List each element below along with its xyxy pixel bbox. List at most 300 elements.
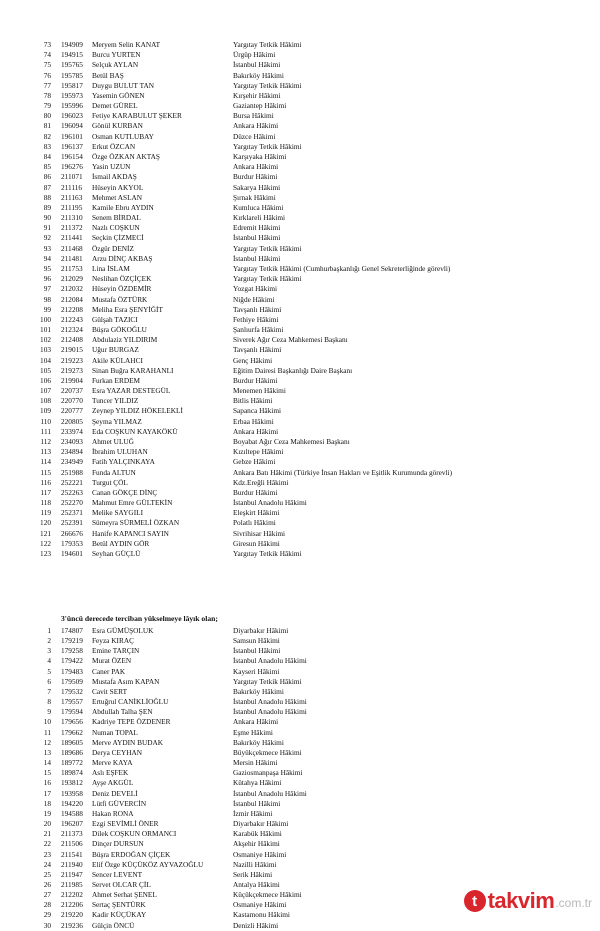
person-name: Gönül KURBAN [92, 121, 143, 131]
takvim-logo-text: takvim [487, 888, 555, 913]
person-name: Zeynep YILDIZ HÖKELEKLİ [92, 406, 183, 416]
person-name: Burcu YURTEN [92, 50, 141, 60]
registry-number: 219273 [61, 365, 83, 375]
person-name: Tuncer YILDIZ [92, 396, 139, 406]
row-number: 97 [43, 284, 51, 294]
assignment-place: Yargıtay Tetkik Hâkimi [233, 40, 302, 49]
row-number: 9 [47, 707, 51, 717]
list-row [0, 172, 600, 182]
list-row [0, 396, 600, 406]
list-row [0, 101, 600, 111]
row-number: 18 [43, 798, 51, 808]
row-number: 87 [43, 182, 51, 192]
list-row [0, 223, 600, 233]
row-number: 99 [43, 304, 51, 314]
person-name: Abdulaziz YILDIRIM [92, 335, 158, 345]
registry-number: 252391 [61, 518, 83, 528]
registry-number: 219220 [61, 910, 83, 920]
assignment-place: Büyükçekmece Hâkimi [233, 747, 302, 757]
registry-number: 194588 [61, 808, 83, 818]
person-name: Osman KUTLUBAY [92, 131, 154, 141]
row-number: 14 [43, 758, 51, 768]
row-number: 88 [43, 192, 51, 202]
registry-number: 179258 [61, 646, 83, 656]
person-name: Büşra ERDOĞAN ÇİÇEK [92, 849, 171, 859]
person-name: Derya CEYHAN [92, 747, 143, 757]
assignment-place: Bakırköy Hâkimi [233, 737, 284, 747]
registry-number: 212084 [61, 294, 83, 304]
person-name: Kadriye TEPE ÖZDENER [92, 717, 171, 727]
registry-number: 196276 [61, 162, 83, 172]
person-name: Elif Özge KÜÇÜKÖZ AYVAZOĞLU [92, 859, 204, 869]
row-number: 8 [47, 697, 51, 707]
assignment-place: Genç Hâkimi [233, 355, 273, 365]
assignment-place: Kastamonu Hâkimi [233, 910, 290, 920]
registry-number: 211940 [61, 859, 83, 869]
person-name: İbrahim ULUHAN [92, 447, 148, 457]
person-name: Neslihan ÖZÇİÇEK [92, 274, 152, 284]
assignment-place: Yargıtay Tetkik Hâkimi [233, 549, 302, 558]
row-number: 28 [43, 900, 51, 910]
list-row [0, 717, 600, 727]
assignment-place: Tavşanlı Hâkimi [233, 304, 282, 314]
registry-number: 174807 [61, 626, 83, 635]
list-row [0, 870, 600, 880]
assignment-place: Sapanca Hâkimi [233, 406, 282, 416]
registry-number: 179656 [61, 717, 83, 727]
row-number: 104 [40, 355, 51, 365]
registry-number: 179532 [61, 686, 83, 696]
registry-number: 252221 [61, 477, 83, 487]
list-row [0, 860, 600, 870]
registry-number: 196137 [61, 141, 83, 151]
list-row [0, 457, 600, 467]
row-number: 24 [43, 859, 51, 869]
row-number: 107 [40, 386, 51, 396]
registry-number: 212032 [61, 284, 83, 294]
assignment-place: Burdur Hâkimi [233, 172, 278, 182]
takvim-logo-icon: t [464, 890, 486, 912]
row-number: 12 [43, 737, 51, 747]
list-row [0, 488, 600, 498]
registry-number: 179483 [61, 666, 83, 676]
assignment-place: Ankara Hâkimi [233, 121, 279, 131]
list-row [0, 40, 600, 50]
registry-number: 195817 [61, 80, 83, 90]
registry-number: 220737 [61, 386, 83, 396]
assignment-place: Kızıltepe Hâkimi [233, 447, 284, 457]
assignment-place: Eleşkirt Hâkimi [233, 508, 280, 518]
list-row [0, 376, 600, 386]
list-row [0, 677, 600, 687]
row-number: 83 [43, 141, 51, 151]
list-row [0, 417, 600, 427]
registry-number: 179353 [61, 538, 83, 548]
person-name: Lütfi GÜVERCİN [92, 798, 147, 808]
person-name: Emine TARÇIN [92, 646, 140, 656]
assignment-place: Erbaa Hâkimi [233, 416, 274, 426]
assignment-place: Osmaniye Hâkimi [233, 900, 287, 910]
person-name: Özgür DENİZ [92, 243, 134, 253]
person-name: Esra GÜMÜŞOLUK [92, 626, 154, 635]
row-number: 116 [40, 477, 51, 487]
list-row [0, 667, 600, 677]
registry-number: 195996 [61, 101, 83, 111]
list-row [0, 162, 600, 172]
row-number: 80 [43, 111, 51, 121]
registry-number: 211071 [61, 172, 83, 182]
assignment-place: Nazilli Hâkimi [233, 859, 277, 869]
list-row [0, 71, 600, 81]
person-name: Ahmet Serhat ŞENEL [92, 890, 157, 900]
registry-number: 220805 [61, 416, 83, 426]
assignment-place: Boyabat Ağır Ceza Mahkemesi Başkanı [233, 437, 350, 447]
person-name: Betül AYDIN GÖR [92, 538, 150, 548]
row-number: 81 [43, 121, 51, 131]
list-row [0, 447, 600, 457]
assignment-place: Sivrihisar Hâkimi [233, 528, 286, 538]
registry-number: 189605 [61, 737, 83, 747]
row-number: 1 [47, 626, 51, 635]
list-row [0, 193, 600, 203]
row-number: 10 [43, 717, 51, 727]
registry-number: 196101 [61, 131, 83, 141]
list-row [0, 789, 600, 799]
registry-number: 195765 [61, 60, 83, 70]
list-row [0, 254, 600, 264]
list-row [0, 305, 600, 315]
person-name: Mustafa Asım KAPAN [92, 676, 160, 686]
person-name: Turgut ÇÖL [92, 477, 128, 487]
row-number: 92 [43, 233, 51, 243]
assignment-place: Polatlı Hâkimi [233, 518, 276, 528]
list-row [0, 850, 600, 860]
person-name: Meliha Esra ŞENYİĞİT [92, 304, 163, 314]
person-name: Mustafa ÖZTÜRK [92, 294, 148, 304]
assignment-place: Yargıtay Tetkik Hâkimi [233, 274, 302, 284]
registry-number: 219223 [61, 355, 83, 365]
row-number: 94 [43, 253, 51, 263]
list-row [0, 921, 600, 931]
person-name: Demet GÜREL [92, 101, 138, 111]
takvim-logo-suffix: .com.tr [555, 896, 592, 910]
row-number: 2 [47, 636, 51, 646]
person-name: Akile KÜLAHCI [92, 355, 143, 365]
person-name: Gülçin ÖNCÜ [92, 920, 135, 930]
registry-number: 234894 [61, 447, 83, 457]
list-row [0, 748, 600, 758]
registry-number: 211985 [61, 880, 83, 889]
assignment-place: İstanbul Hâkimi [233, 798, 281, 808]
list-row [0, 829, 600, 839]
list-row [0, 518, 600, 528]
registry-number: 211541 [61, 849, 83, 859]
registry-number: 194909 [61, 40, 83, 49]
person-name: Sencer LEVENT [92, 869, 143, 879]
person-name: Lina İSLAM [92, 263, 130, 273]
list-row [0, 427, 600, 437]
person-name: Özge ÖZKAN AKTAŞ [92, 151, 160, 161]
row-number: 117 [40, 487, 51, 497]
row-number: 21 [43, 829, 51, 839]
person-name: Deniz DEVELİ [92, 788, 138, 798]
list-row [0, 539, 600, 549]
person-name: Nazlı COŞKUN [92, 223, 140, 233]
row-number: 96 [43, 274, 51, 284]
list-row [0, 345, 600, 355]
person-name: Mahmut Emre GÜLTEKİN [92, 498, 173, 508]
assignment-place: İstanbul Anadolu Hâkimi [233, 707, 307, 717]
takvim-watermark [464, 888, 592, 914]
list-row [0, 508, 600, 518]
registry-number: 195973 [61, 90, 83, 100]
person-name: Seçkin ÇİZMECİ [92, 233, 144, 243]
person-name: Furkan ERDEM [92, 375, 141, 385]
registry-number: 193958 [61, 788, 83, 798]
assignment-place: Siverek Ağır Ceza Mahkemesi Başkanı [233, 335, 348, 345]
person-name: Murat ÖZEN [92, 656, 132, 666]
row-number: 91 [43, 223, 51, 233]
registry-number: 211373 [61, 829, 83, 839]
row-number: 103 [40, 345, 51, 355]
list-row [0, 656, 600, 666]
registry-number: 252263 [61, 487, 83, 497]
assignment-place: Ankara Hâkimi [233, 717, 279, 727]
row-number: 23 [43, 849, 51, 859]
registry-number: 179422 [61, 656, 83, 666]
person-name: Meryem Selin KANAT [92, 40, 161, 49]
row-number: 89 [43, 202, 51, 212]
registry-number: 220770 [61, 396, 83, 406]
list-row [0, 315, 600, 325]
list-row [0, 213, 600, 223]
assignment-place: Ankara Hâkimi [233, 426, 279, 436]
assignment-place: Şırnak Hâkimi [233, 192, 276, 202]
registry-number: 212324 [61, 325, 83, 335]
row-number: 115 [40, 467, 51, 477]
row-number: 112 [40, 437, 51, 447]
assignment-place: İstanbul Anadolu Hâkimi [233, 498, 307, 508]
assignment-place: Kütahya Hâkimi [233, 778, 282, 788]
assignment-place: Denizli Hâkimi [233, 920, 279, 930]
row-number: 111 [40, 426, 51, 436]
registry-number: 189686 [61, 747, 83, 757]
assignment-place: İzmir Hâkimi [233, 808, 273, 818]
assignment-place: Tavşanlı Hâkimi [233, 345, 282, 355]
person-name: Uğur BURGAZ [92, 345, 139, 355]
list-row [0, 284, 600, 294]
assignment-place: Bakırköy Hâkimi [233, 686, 284, 696]
assignment-place: Yargıtay Tetkik Hâkimi (Cumhurbaşkanlığı Genel Sekreterliğinde görevli) [233, 263, 451, 273]
person-name: Kadir KÜÇÜKAY [92, 910, 147, 920]
row-number: 15 [43, 768, 51, 778]
assignment-place: Kumluca Hâkimi [233, 202, 284, 212]
person-name: Esra YAZAR DESTEGÜL [92, 386, 171, 396]
list-row [0, 839, 600, 849]
list-row [0, 295, 600, 305]
assignment-place: İstanbul Anadolu Hâkimi [233, 656, 307, 666]
list-row [0, 697, 600, 707]
registry-number: 179219 [61, 636, 83, 646]
registry-number: 189874 [61, 768, 83, 778]
row-number: 5 [47, 666, 51, 676]
row-number: 119 [40, 508, 51, 518]
list-row [0, 799, 600, 809]
row-number: 101 [40, 325, 51, 335]
row-number: 110 [40, 416, 51, 426]
list-row [0, 728, 600, 738]
assignment-place: Yargıtay Tetkik Hâkimi [233, 141, 302, 151]
list-row [0, 264, 600, 274]
assignment-place: Bursa Hâkimi [233, 111, 274, 121]
registry-number: 233974 [61, 426, 83, 436]
row-number: 82 [43, 131, 51, 141]
registry-number: 211947 [61, 869, 83, 879]
assignment-place: Serik Hâkimi [233, 869, 273, 879]
assignment-place: Ankara Batı Hâkimi (Türkiye İnsan Hakları ve Eşitlik Kurumunda görevli) [233, 467, 453, 477]
row-number: 17 [43, 788, 51, 798]
row-number: 84 [43, 151, 51, 161]
registry-number: 211116 [61, 182, 83, 192]
registry-number: 212208 [61, 304, 83, 314]
assignment-place: Eğitim Dairesi Başkanlığı Daire Başkanı [233, 365, 353, 375]
row-number: 85 [43, 162, 51, 172]
registry-number: 179662 [61, 727, 83, 737]
row-number: 100 [40, 314, 51, 324]
person-name: Yasemin GÖNEN [92, 90, 145, 100]
list-row [0, 498, 600, 508]
row-number: 16 [43, 778, 51, 788]
registry-number: 179557 [61, 697, 83, 707]
list-row [0, 121, 600, 131]
list-row [0, 626, 600, 636]
row-number: 109 [40, 406, 51, 416]
registry-number: 212206 [61, 900, 83, 910]
list-row [0, 183, 600, 193]
assignment-place: Diyarbakır Hâkimi [233, 626, 289, 635]
assignment-place: Mersin Hâkimi [233, 758, 278, 768]
person-name: Arzu DİNÇ AKBAŞ [92, 253, 153, 263]
assignment-place: Burdur Hâkimi [233, 375, 278, 385]
assignment-place: Yargıtay Tetkik Hâkimi [233, 243, 302, 253]
registry-number: 194915 [61, 50, 83, 60]
registry-number: 196094 [61, 121, 83, 131]
list-row [0, 437, 600, 447]
assignment-place: Bitlis Hâkimi [233, 396, 273, 406]
person-name: Erkut ÖZCAN [92, 141, 136, 151]
registry-number: 212202 [61, 890, 83, 900]
list-row [0, 478, 600, 488]
list-row [0, 809, 600, 819]
assignment-place: Kırşehir Hâkimi [233, 90, 281, 100]
registry-number: 211468 [61, 243, 83, 253]
registry-number: 196207 [61, 819, 83, 829]
person-name: Hüseyin AKYOL [92, 182, 144, 192]
row-number: 105 [40, 365, 51, 375]
row-number: 118 [40, 498, 51, 508]
assignment-place: Kırklareli Hâkimi [233, 213, 286, 223]
assignment-place: Gebze Hâkimi [233, 457, 276, 467]
person-name: Feyza KIRAÇ [92, 636, 134, 646]
row-number: 122 [40, 538, 51, 548]
row-number: 86 [43, 172, 51, 182]
assignment-place: Bakırköy Hâkimi [233, 70, 284, 80]
registry-number: 211310 [61, 213, 83, 223]
registry-number: 189772 [61, 758, 83, 768]
person-name: Dinçer DURSUN [92, 839, 144, 849]
list-row [0, 325, 600, 335]
row-number: 120 [40, 518, 51, 528]
person-name: Funda ALTUN [92, 467, 136, 477]
row-number: 102 [40, 335, 51, 345]
person-name: Selçuk AYLAN [92, 60, 139, 70]
list-row [0, 233, 600, 243]
registry-number: 212029 [61, 274, 83, 284]
person-name: Ezgi SEVİMLİ ÖNER [92, 819, 159, 829]
registry-number: 179594 [61, 707, 83, 717]
row-number: 90 [43, 213, 51, 223]
assignment-place: Samsun Hâkimi [233, 636, 280, 646]
list-row [0, 758, 600, 768]
assignment-place: Karabük Hâkimi [233, 829, 282, 839]
person-name: Sertaç ŞENTÜRK [92, 900, 146, 910]
registry-number: 211163 [61, 192, 83, 202]
registry-number: 211506 [61, 839, 83, 849]
assignment-place: Diyarbakır Hâkimi [233, 819, 289, 829]
registry-number: 266676 [61, 528, 83, 538]
assignment-place: Kdz.Ereğli Hâkimi [233, 477, 289, 487]
person-name: Ayşe AKGÜL [92, 778, 134, 788]
row-number: 114 [40, 457, 51, 467]
assignment-place: Gaziosmanpaşa Hâkimi [233, 768, 303, 778]
list-row [0, 768, 600, 778]
list-row [0, 468, 600, 478]
registry-number: 211481 [61, 253, 83, 263]
assignment-place: Yozgat Hâkimi [233, 284, 278, 294]
person-name: Aslı EŞFEK [92, 768, 129, 778]
row-number: 123 [40, 549, 51, 558]
row-number: 22 [43, 839, 51, 849]
registry-number: 219236 [61, 920, 83, 930]
row-number: 13 [43, 747, 51, 757]
row-number: 26 [43, 880, 51, 889]
list-row [0, 60, 600, 70]
registry-number: 220777 [61, 406, 83, 416]
person-name: Merve KAYA [92, 758, 133, 768]
row-number: 27 [43, 890, 51, 900]
assignment-place: Osmaniye Hâkimi [233, 849, 287, 859]
assignment-place: Küçükçekmece Hâkimi [233, 890, 302, 900]
assignment-place: İstanbul Hâkimi [233, 646, 281, 656]
person-name: Hakan RONA [92, 808, 134, 818]
registry-number: 212408 [61, 335, 83, 345]
row-number: 76 [43, 70, 51, 80]
registry-number: 211753 [61, 263, 83, 273]
person-name: Dilek COŞKUN ORMANCI [92, 829, 177, 839]
person-name: Fetiye KARABULUT ŞEKER [92, 111, 182, 121]
person-name: Hüseyin ÖZDEMİR [92, 284, 152, 294]
assignment-place: Niğde Hâkimi [233, 294, 275, 304]
person-name: Numan TOPAL [92, 727, 138, 737]
assignment-place: İstanbul Anadolu Hâkimi [233, 788, 307, 798]
registry-number: 211372 [61, 223, 83, 233]
row-number: 95 [43, 263, 51, 273]
assignment-place: İstanbul Hâkimi [233, 233, 281, 243]
list-row [0, 111, 600, 121]
list-row [0, 646, 600, 656]
assignment-place: Yargıtay Tetkik Hâkimi [233, 676, 302, 686]
assignment-place: Ankara Hâkimi [233, 162, 279, 172]
